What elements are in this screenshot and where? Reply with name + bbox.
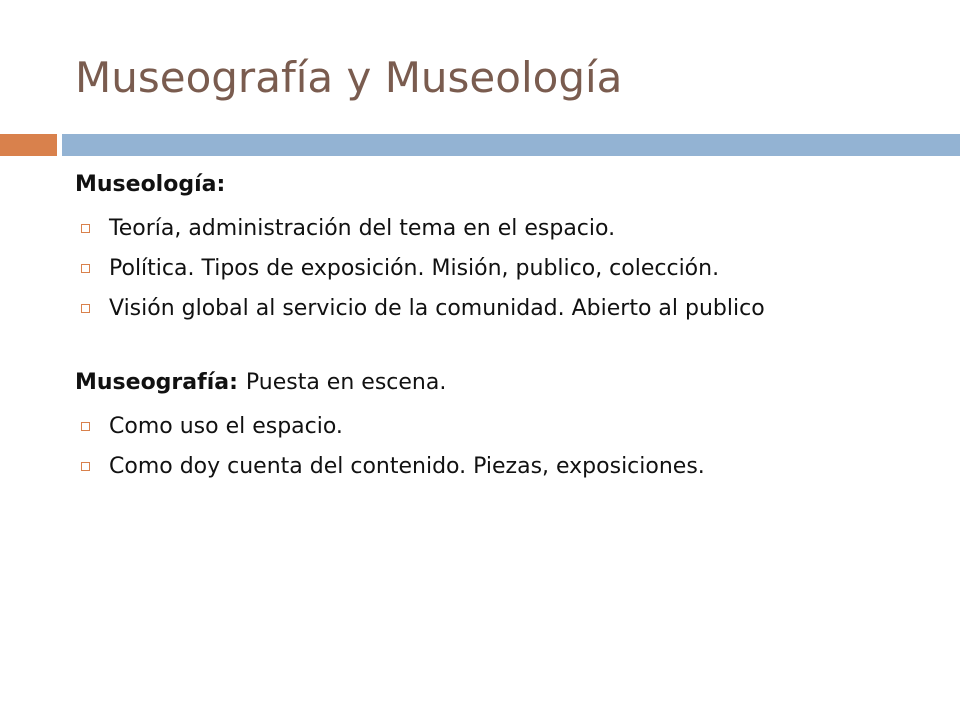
- section-heading-label: Museología:: [75, 172, 226, 197]
- bullet-item: [75, 453, 925, 480]
- section-spacer: [75, 322, 925, 366]
- section-museologia: [75, 168, 925, 322]
- bullet-item: [75, 413, 925, 440]
- slide-title: Museografía y Museología: [75, 53, 623, 102]
- bullet-text: Visión global al servicio de la comunidad. Abierto al publico: [109, 296, 765, 321]
- section-museografia: [75, 366, 925, 480]
- section-heading-description: Puesta en escena.: [245, 370, 447, 395]
- bullet-list: [75, 413, 925, 480]
- bullet-item: [75, 255, 925, 282]
- bullet-list: [75, 215, 925, 322]
- bullet-text: Política. Tipos de exposición. Misión, publico, colección.: [109, 256, 720, 281]
- section-heading: [75, 366, 925, 400]
- hollow-square-icon: [81, 462, 90, 471]
- section-heading: [75, 168, 925, 202]
- bullet-text: Como doy cuenta del contenido. Piezas, exposiciones.: [109, 454, 705, 479]
- bullet-text: Teoría, administración del tema en el espacio.: [109, 216, 616, 241]
- title-divider-bar: [62, 134, 960, 156]
- accent-bar: [0, 134, 57, 156]
- bullet-text: Como uso el espacio.: [109, 414, 343, 439]
- hollow-square-icon: [81, 304, 90, 313]
- slide-content: [75, 168, 925, 480]
- hollow-square-icon: [81, 264, 90, 273]
- bullet-item: [75, 215, 925, 242]
- section-heading-label: Museografía:: [75, 370, 238, 395]
- bullet-item: [75, 295, 925, 322]
- hollow-square-icon: [81, 422, 90, 431]
- hollow-square-icon: [81, 224, 90, 233]
